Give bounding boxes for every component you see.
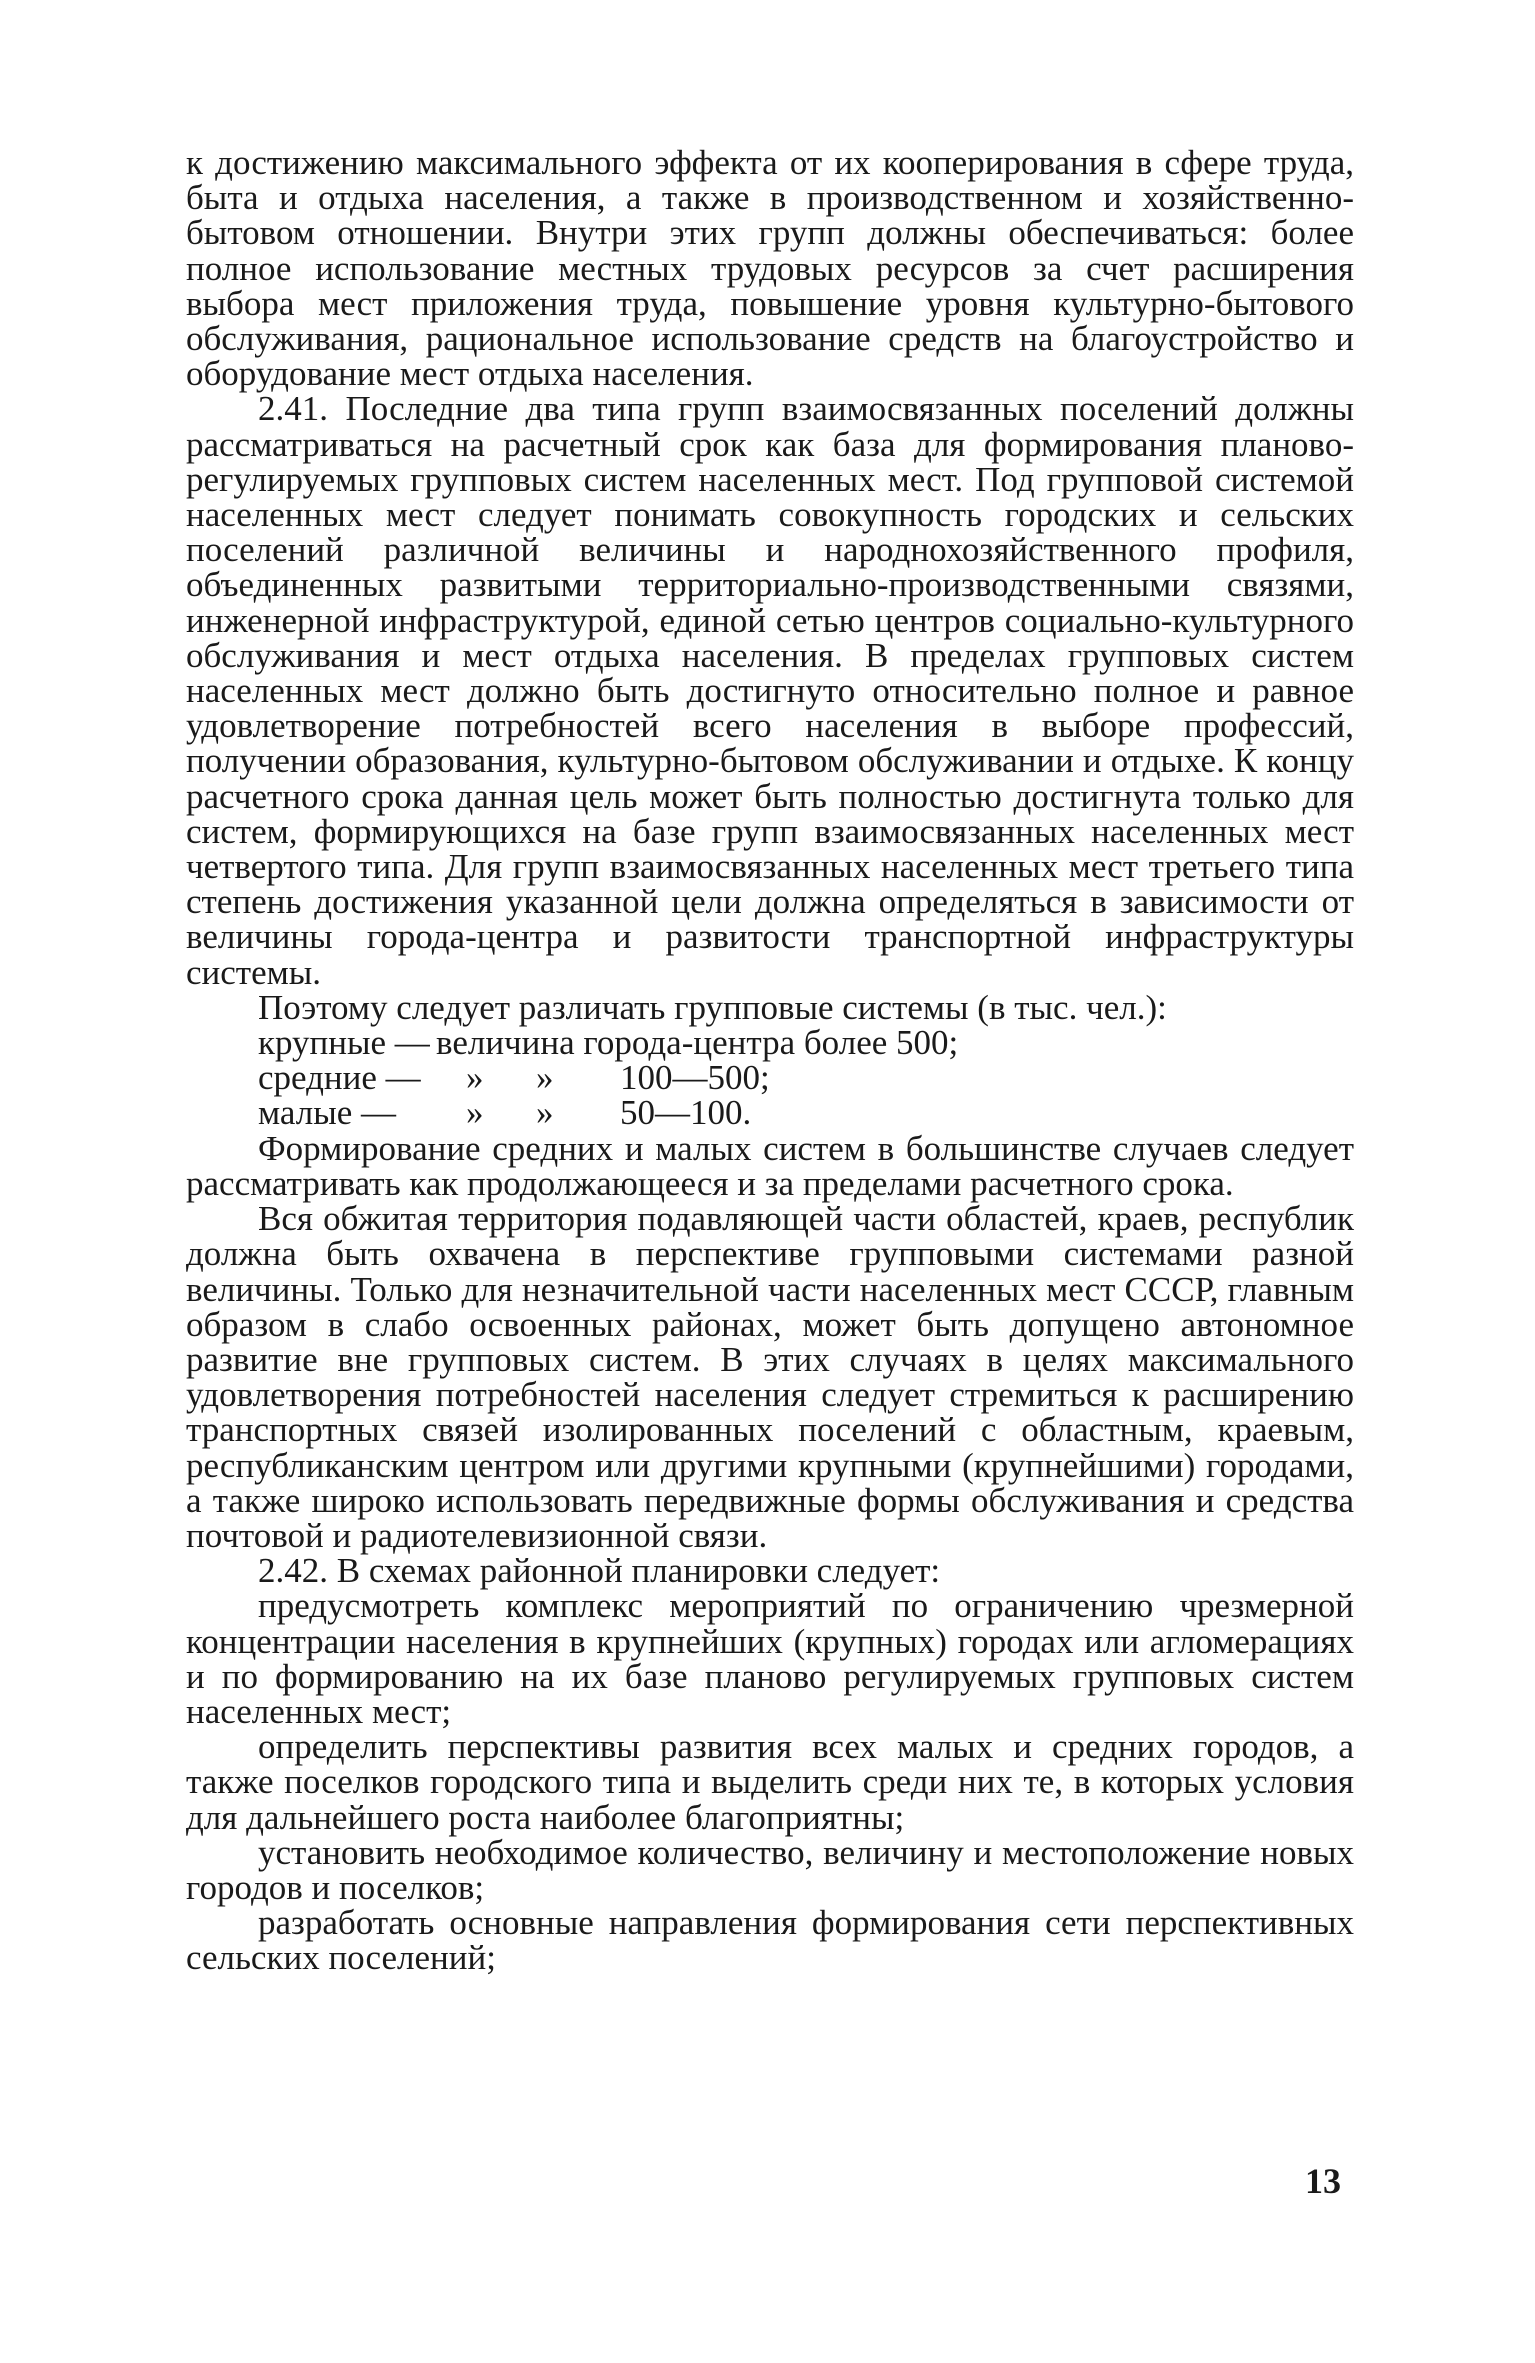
- paragraph-system-types-lead: Поэтому следует различать групповые системы (в тыс. чел.):: [258, 987, 1167, 1027]
- paragraph-medium-small-systems: Формирование средних и малых систем в большинстве случаев следует рассматривать как продолжающееся и за пределами расчетного срока.: [186, 1128, 1354, 1203]
- list-item-concentration: предусмотреть комплекс мероприятий по ограничению чрезмерной концентрации населения в крупнейших (крупных) городах или агломерациях и по формированию на их базе планово регулируемых групповых систем населенных мест;: [186, 1586, 1354, 1731]
- ditto-mark: »: [536, 1093, 554, 1133]
- size-value: величина города-центра более 500;: [436, 1023, 959, 1063]
- size-value: 100—500;: [620, 1058, 770, 1098]
- list-item-towns-development: определить перспективы развития всех малых и средних городов, а также поселков городского типа и выделить среди них те, в которых условия для дальнейшего роста наиболее благоприятны;: [186, 1727, 1354, 1837]
- page-body: [186, 145, 1354, 1976]
- size-row-large: [258, 1023, 1354, 1063]
- paragraph-inhabited-territory: Вся обжитая территория подавляющей части областей, краев, республик должна быть охвачена в перспективе групповыми системами разной величины. Только для незначительной части населенных мест СССР, главным образом в слабо освоенных районах, может быть допущено автономное развитие вне групповых систем. В этих случаях в целях максимального удовлетворения потребностей населения следует стремиться к расширению транспортных связей изолированных поселений с областным, краевым, республиканским центром или другими крупными (крупнейшими) городами, а также широко использовать передвижные формы обслуживания и средства почтовой и радиотелевизионной связи.: [186, 1199, 1354, 1555]
- system-size-list: [186, 1025, 1354, 1131]
- ditto-mark: »: [536, 1058, 554, 1098]
- list-item-rural-network: разработать основные направления формирования сети перспективных сельских поселений;: [186, 1903, 1354, 1978]
- size-label: крупные —: [258, 1023, 430, 1063]
- paragraph-2-42: 2.42. В схемах районной планировки следует:: [258, 1551, 941, 1591]
- paragraph-2-41: 2.41. Последние два типа групп взаимосвязанных поселений должны рассматриваться на расчетный срок как база для формирования планово-регулируемых групповых систем населенных мест. Под групповой системой населенных мест следует понимать совокупность городских и сельских поселений различной величины и народнохозяйственного профиля, объединенных развитыми территориально-производственными связями, инженерной инфраструктурой, единой сетью центров социально-культурного обслуживания и мест отдыха населения. В пределах групповых систем населенных мест должно быть достигнуто относительно полное и равное удовлетворение потребностей всего населения в выборе профессий, получении образования, культурно-бытовом обслуживании и отдыхе. К концу расчетного срока данная цель может быть полностью достигнута только для систем, формирующихся на базе групп взаимосвязанных населенных мест четвертого типа. Для групп взаимосвязанных населенных мест третьего типа степень достижения указанной цели должна определяться в зависимости от величины города-центра и развитости транспортной инфраструктуры системы.: [186, 389, 1354, 992]
- size-row-small: [258, 1093, 1354, 1133]
- size-label: малые —: [258, 1093, 397, 1133]
- ditto-mark: »: [466, 1093, 484, 1133]
- paragraph-intro: к достижению максимального эффекта от их кооперирования в сфере труда, быта и отдыха населения, а также в производственном и хозяйственно-бытовом отношении. Внутри этих групп должны обеспечиваться: более полное использование местных трудовых ресурсов за счет расширения выбора мест приложения труда, повышение уровня культурно-бытового обслуживания, рациональное использование средств на благоустройство и оборудование мест отдыха населения.: [186, 143, 1354, 394]
- size-label: средние —: [258, 1058, 421, 1098]
- list-item-new-towns: установить необходимое количество, величину и местоположение новых городов и поселков;: [186, 1832, 1354, 1907]
- ditto-mark: »: [466, 1058, 484, 1098]
- page-number: 13: [1305, 2161, 1341, 2201]
- size-value: 50—100.: [620, 1093, 752, 1133]
- size-row-medium: [258, 1058, 1354, 1098]
